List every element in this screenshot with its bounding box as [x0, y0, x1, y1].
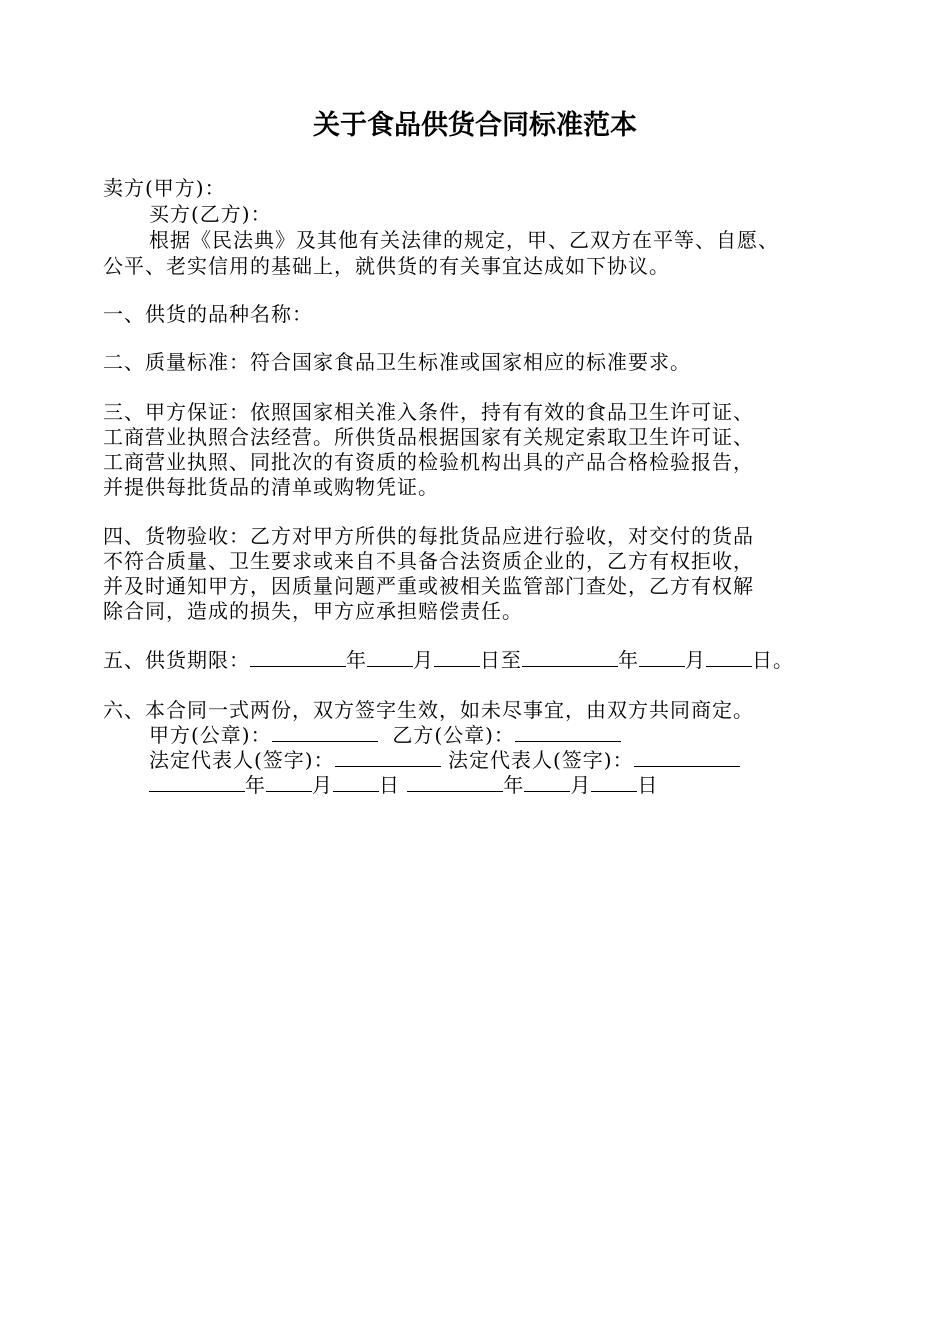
intro-line-2: 公平、老实信用的基础上，就供货的有关事宜达成如下协议。 [103, 254, 670, 278]
section-4-line-3: 并及时通知甲方，因质量问题严重或被相关监管部门查处，乙方有权解 [103, 574, 754, 598]
party-a-month-blank[interactable] [266, 773, 312, 792]
year-label: 年 [503, 773, 525, 797]
start-day-blank[interactable] [434, 648, 480, 667]
section-6: 六、本合同一式两份，双方签字生效，如未尽事宜，由双方共同商定。 [103, 698, 754, 722]
section-1: 一、供货的品种名称： [103, 302, 313, 326]
month-label: 月 [685, 648, 706, 672]
party-a-day-blank[interactable] [333, 773, 379, 792]
party-b-seal-label: 乙方(公章)： [392, 723, 515, 747]
month-label: 月 [413, 648, 434, 672]
party-b-day-blank[interactable] [591, 773, 637, 792]
day-label: 日 [752, 648, 773, 672]
end-day-blank[interactable] [706, 648, 752, 667]
end-year-blank[interactable] [522, 648, 618, 667]
party-b-year-blank[interactable] [407, 773, 503, 792]
section-4-line-4: 除合同，造成的损失，甲方应承担赔偿责任。 [103, 599, 523, 623]
party-b-seal-blank[interactable] [515, 723, 621, 742]
section-4-line-1: 四、货物验收：乙方对甲方所供的每批货品应进行验收，对交付的货品 [103, 524, 754, 548]
party-b-legal-rep-label: 法定代表人(签字)： [447, 748, 634, 772]
buyer-line: 买方(乙方)： [149, 202, 272, 226]
legal-rep-line [149, 748, 740, 772]
year-label: 年 [618, 648, 639, 672]
period-end-mark: 。 [773, 648, 794, 672]
party-a-legal-rep-label: 法定代表人(签字)： [149, 748, 335, 772]
section-5 [103, 648, 794, 672]
party-a-seal-label: 甲方(公章)： [149, 723, 272, 747]
day-label: 日 [637, 773, 659, 797]
section-3-line-1: 三、甲方保证：依照国家相关准入条件，持有有效的食品卫生许可证、 [103, 400, 754, 424]
section-3-line-4: 并提供每批货品的清单或购物凭证。 [103, 475, 439, 499]
section-4-line-2: 不符合质量、卫生要求或来自不具备合法资质企业的，乙方有权拒收， [103, 549, 754, 573]
year-label: 年 [245, 773, 266, 797]
sign-date-line [149, 773, 658, 797]
day-label: 日 [480, 648, 501, 672]
month-label: 月 [312, 773, 333, 797]
start-year-blank[interactable] [250, 648, 346, 667]
year-label: 年 [346, 648, 367, 672]
start-month-blank[interactable] [367, 648, 413, 667]
party-a-year-blank[interactable] [149, 773, 245, 792]
intro-line-1: 根据《民法典》及其他有关法律的规定，甲、乙双方在平等、自愿、 [149, 228, 779, 252]
section-3-line-2: 工商营业执照合法经营。所供货品根据国家有关规定索取卫生许可证、 [103, 425, 754, 449]
section-3-line-3: 工商营业执照、同批次的有资质的检验机构出具的产品合格检验报告， [103, 450, 754, 474]
supply-period-label: 五、供货期限： [103, 648, 250, 672]
document-title: 关于食品供货合同标准范本 [313, 110, 637, 141]
section-2: 二、质量标准：符合国家食品卫生标准或国家相应的标准要求。 [103, 350, 691, 374]
party-b-legal-rep-blank[interactable] [634, 748, 740, 767]
day-label: 日 [379, 773, 400, 797]
party-a-seal-blank[interactable] [272, 723, 378, 742]
end-month-blank[interactable] [639, 648, 685, 667]
month-label: 月 [570, 773, 592, 797]
party-a-legal-rep-blank[interactable] [335, 748, 441, 767]
to-label: 至 [501, 648, 522, 672]
party-b-month-blank[interactable] [524, 773, 570, 792]
seller-line: 卖方(甲方)： [103, 176, 226, 200]
seal-line [149, 723, 621, 747]
